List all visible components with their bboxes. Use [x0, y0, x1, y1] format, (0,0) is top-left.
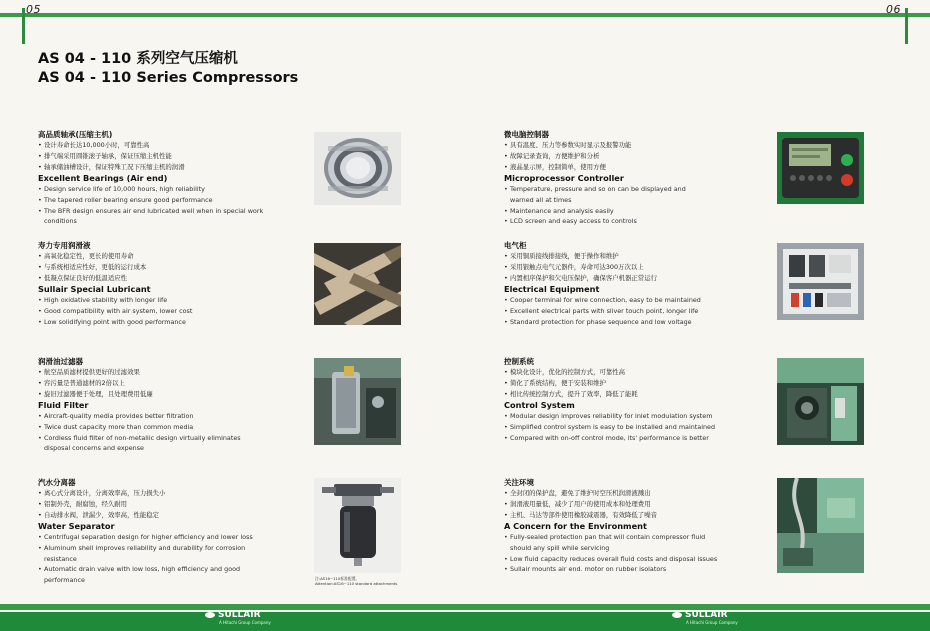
list-item: • The BFR design ensures air end lubricated well when in special work conditions — [38, 206, 268, 228]
list-item: • Twice dust capacity more than common media — [38, 422, 268, 433]
page-number-right: 06 — [886, 3, 901, 16]
section-fluid-filter — [38, 356, 268, 454]
en-list — [504, 411, 744, 444]
list-item: • 润滑液用量低，减少了用户的使用成本和处理费用 — [504, 499, 726, 510]
list-item: • The tapered roller bearing ensure good performance — [38, 195, 268, 206]
rotor-photo — [314, 243, 401, 325]
section-electrical — [504, 240, 744, 327]
list-item: • LCD screen and easy access to controls — [504, 216, 704, 227]
brand-sub: A Hitachi Group Company — [686, 620, 738, 625]
section-cn-heading: 高品质轴承(压缩主机) — [38, 130, 113, 139]
list-item: • 与系统相适应性好，更低的运行成本 — [38, 262, 268, 273]
valve-photo — [777, 358, 864, 445]
section-environment — [504, 477, 726, 575]
en-list — [38, 295, 268, 328]
photo-caption — [315, 576, 397, 586]
section-en-heading: A Concern for the Environment — [504, 520, 647, 531]
list-item: • High oxidative stability with longer life — [38, 295, 268, 306]
list-item: • 故障记录查询，方便维护和分析 — [504, 151, 734, 162]
top-green-bar — [0, 13, 930, 17]
list-item: • 铝制外壳，耐腐蚀，经久耐用 — [38, 499, 268, 510]
list-item: • 简化了系统结构，便于安装和维护 — [504, 378, 744, 389]
list-item: • Low fluid capacity reduces overall fluid costs and disposal issues — [504, 554, 726, 565]
list-item: • Aircraft-quality media provides better filtration — [38, 411, 268, 422]
caption-cn: 注:AS16~110标准配置。 — [315, 576, 360, 581]
section-en-heading: Excellent Bearings (Air end) — [38, 172, 168, 183]
en-list — [504, 532, 726, 576]
list-item: • Fully-sealed protection pan that will contain compressor fluid should any spill while servicing — [504, 532, 726, 554]
section-en-heading: Control System — [504, 399, 575, 410]
section-en-heading: Sullair Special Lubricant — [38, 283, 151, 294]
list-item: • 低凝点保证良好的低温适应性 — [38, 273, 268, 284]
section-water-separator — [38, 477, 268, 586]
list-item: • Centrifugal separation design for higher efficiency and lower loss — [38, 532, 268, 543]
list-item: • 液晶显示屏，控制简单，使用方便 — [504, 162, 734, 173]
cn-list — [504, 367, 744, 400]
list-item: • 具有温度、压力等参数实时显示及报警功能 — [504, 140, 734, 151]
list-item: • 内置相序保护和欠电压保护，确保客户机器正常运行 — [504, 273, 744, 284]
list-item: • 离心式分离设计，分离效率高，压力损失小 — [38, 488, 268, 499]
brand-name: SULLAIR — [685, 610, 728, 620]
cn-list — [38, 367, 268, 400]
controller-photo — [777, 132, 864, 204]
list-item: • Standard protection for phase sequence and low voltage — [504, 317, 744, 328]
section-control-system — [504, 356, 744, 443]
list-item: • Cordless fluid filter of non-metallic design virtually eliminates disposal concerns and expense — [38, 433, 268, 455]
list-item: • 采用银触点电气元器件，寿命可达300万次以上 — [504, 262, 744, 273]
section-cn-heading: 微电脑控制器 — [504, 130, 549, 139]
cn-list — [38, 140, 268, 173]
cn-list — [504, 488, 726, 521]
list-item: • Cooper terminal for wire connection, easy to be maintained — [504, 295, 744, 306]
en-list — [504, 295, 744, 328]
list-item: • 主机、马达等部件使用橡胶减震器，有效降低了噪音 — [504, 510, 726, 521]
list-item: • 旋旧过滤器便于处理，且处理费用低廉 — [38, 389, 268, 400]
list-item: • 排气端采用圆锥滚子轴承，保证压缩主机性能 — [38, 151, 268, 162]
list-item: • 设计寿命长达10,000小时，可靠性高 — [38, 140, 268, 151]
separator-photo — [314, 478, 401, 573]
section-cn-heading: 润滑油过滤器 — [38, 357, 83, 366]
section-en-heading: Electrical Equipment — [504, 283, 600, 294]
list-item: • Good compatibility with air system, lower cost — [38, 306, 268, 317]
en-list — [38, 411, 268, 455]
title-cn: AS 04 - 110 系列空气压缩机 — [38, 51, 238, 67]
sullair-logo-right — [672, 610, 738, 625]
section-cn-heading: 关注环境 — [504, 478, 534, 487]
list-item: • Excellent electrical parts with sliver touch point, longer life — [504, 306, 744, 317]
bottom-green-bar — [0, 604, 930, 610]
en-list — [504, 184, 704, 228]
list-item: • 自动排水阀，泄漏少，效率高，性能稳定 — [38, 510, 268, 521]
cn-list — [38, 488, 268, 521]
list-item: • Temperature, pressure and so on can be displayed and warned all at times — [504, 184, 704, 206]
list-item: • 容污量是普通滤材的2倍以上 — [38, 378, 268, 389]
list-item: • Aluminum shell improves reliability and durability for corrosion resistance — [38, 543, 268, 565]
enclosure-photo — [777, 478, 864, 573]
list-item: • Design service life of 10,000 hours, high reliability — [38, 184, 268, 195]
list-item: • 模块化设计，优化的控制方式，可靠性高 — [504, 367, 744, 378]
cn-list — [504, 251, 744, 284]
section-en-heading: Fluid Filter — [38, 399, 89, 410]
list-item: • Simplified control system is easy to be installed and maintained — [504, 422, 744, 433]
bearing-photo — [314, 132, 401, 205]
cabinet-photo — [777, 243, 864, 320]
left-corner-mark — [22, 8, 25, 44]
page-number-left: 05 — [26, 3, 41, 16]
section-cn-heading: 电气柜 — [504, 241, 527, 250]
list-item: • 航空品质滤材提供更好的过滤效果 — [38, 367, 268, 378]
list-item: • 全封闭的保护盘，避免了维护时空压机润滑液溅出 — [504, 488, 726, 499]
section-cn-heading: 寿力专用润滑液 — [38, 241, 91, 250]
en-list — [38, 532, 268, 587]
section-lubricant — [38, 240, 268, 327]
caption-en: Attention:AS16~110 standard attachments — [315, 581, 398, 586]
list-item: • Modular design improves reliability for inlet modulation system — [504, 411, 744, 422]
list-item: • Compared with on-off control mode, its' performance is better — [504, 433, 744, 444]
brand-sub: A Hitachi Group Company — [219, 620, 271, 625]
brand-name: SULLAIR — [218, 610, 261, 620]
cn-list — [504, 140, 734, 173]
section-en-heading: Microprocessor Controller — [504, 172, 624, 183]
cn-list — [38, 251, 268, 284]
list-item: • Sullair mounts air end. motor on rubber isolators — [504, 564, 726, 575]
section-cn-heading: 汽水分离器 — [38, 478, 76, 487]
sullair-logo-icon — [672, 612, 682, 618]
section-controller — [504, 129, 734, 227]
list-item: • 高氧化稳定性，更长的使用寿命 — [38, 251, 268, 262]
list-item: • Automatic drain valve with low loss, high efficiency and good performance — [38, 564, 268, 586]
list-item: • 相比传统控制方式，提升了效率，降低了能耗 — [504, 389, 744, 400]
en-list — [38, 184, 268, 228]
title-en: AS 04 - 110 Series Compressors — [38, 70, 299, 86]
footer-band — [0, 612, 930, 631]
section-en-heading: Water Separator — [38, 520, 115, 531]
list-item: • 轴承储油槽设计，保证特殊工况下压缩主机的润滑 — [38, 162, 268, 173]
list-item: • 采用铜质接线排接线，便于操作和维护 — [504, 251, 744, 262]
section-bearings — [38, 129, 268, 227]
sullair-logo-icon — [205, 612, 215, 618]
list-item: • Maintenance and analysis easily — [504, 206, 704, 217]
right-corner-mark — [905, 8, 908, 44]
page-title — [38, 50, 298, 88]
list-item: • Low solidifying point with good performance — [38, 317, 268, 328]
section-cn-heading: 控制系统 — [504, 357, 534, 366]
sullair-logo-left — [205, 610, 271, 625]
filter-photo — [314, 358, 401, 445]
